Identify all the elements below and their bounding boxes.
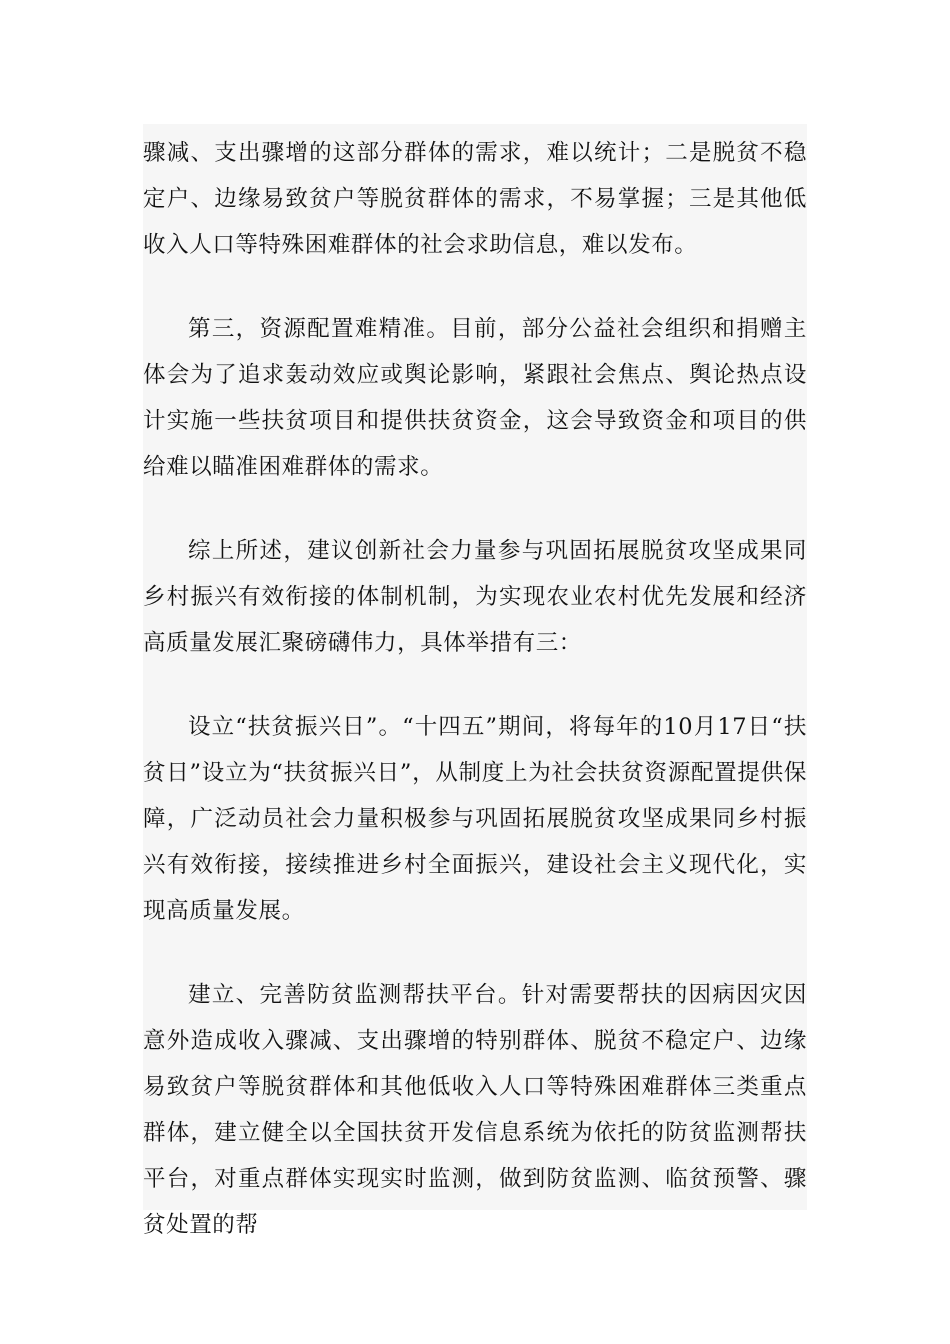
paragraph-poverty-day: 设立“扶贫振兴日”。“十四五”期间，将每年的10月17日“扶贫日”设立为“扶贫振兴日”，从制度上为社会扶贫资源配置提供保障，广泛动员社会力量积极参与巩固拓展脱贫攻坚成果同乡村振兴有效衔接，接续推进乡村全面振兴，建设社会主义现代化，实现高质量发展。 — [143, 714, 807, 924]
paragraph-summary: 综上所述，建议创新社会力量参与巩固拓展脱贫攻坚成果同乡村振兴有效衔接的体制机制，为实现农业农村优先发展和经济高质量发展汇聚磅礴伟力，具体举措有三： — [143, 538, 807, 656]
paragraph-monitoring-platform: 建立、完善防贫监测帮扶平台。针对需要帮扶的因病因灾因意外造成收入骤减、支出骤增的特别群体、脱贫不稳定户、边缘易致贫户等脱贫群体和其他低收入人口等特殊困难群体三类重点群体，建立健全以全国扶贫开发信息系统为依托的防贫监测帮扶平台，对重点群体实现实时监测，做到防贫监测、临贫预警、骤贫处置的帮 — [143, 982, 807, 1238]
document-text-area — [143, 124, 807, 1238]
paragraph-continuation: 骤减、支出骤增的这部分群体的需求，难以统计；二是脱贫不稳定户、边缘易致贫户等脱贫群体的需求，不易掌握；三是其他低收入人口等特殊困难群体的社会求助信息，难以发布。 — [143, 140, 807, 258]
paragraph-resource-allocation: 第三，资源配置难精准。目前，部分公益社会组织和捐赠主体会为了追求轰动效应或舆论影响，紧跟社会焦点、舆论热点设计实施一些扶贫项目和提供扶贫资金，这会导致资金和项目的供给难以瞄准困难群体的需求。 — [143, 316, 807, 480]
